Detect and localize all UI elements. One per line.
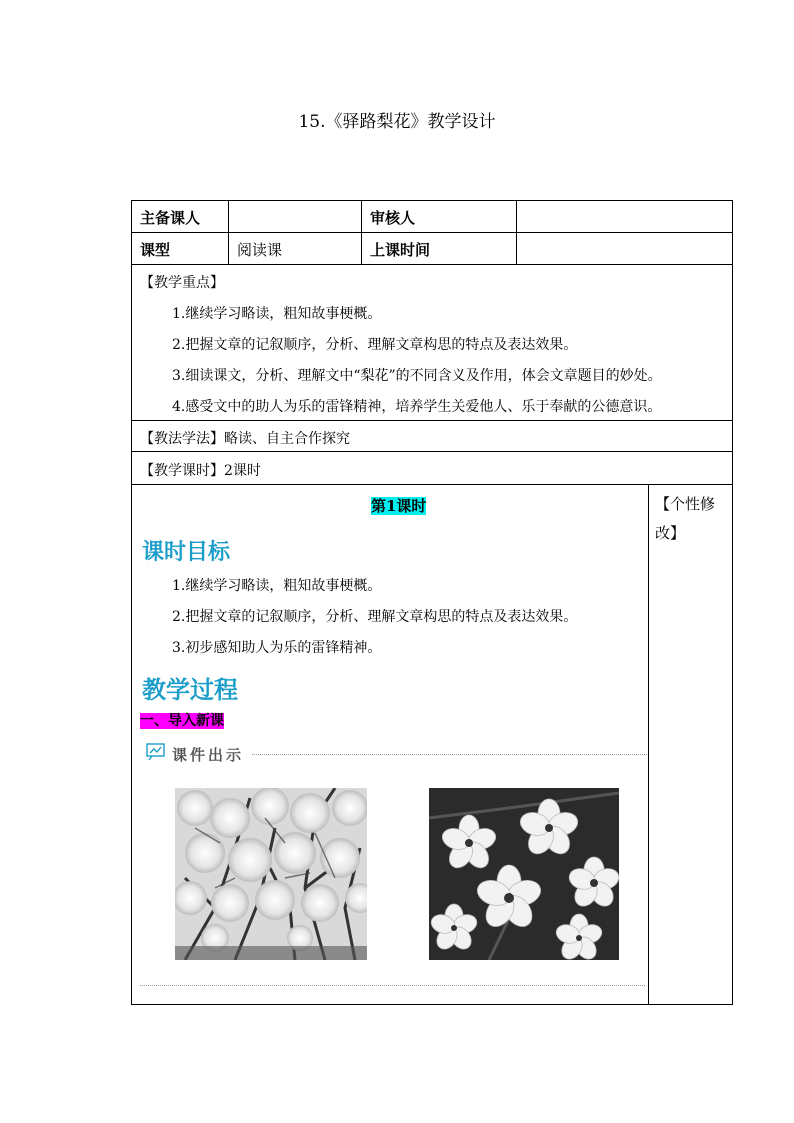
- goal-item: 3.初步感知助人为乐的雷锋精神。: [172, 640, 382, 656]
- pear-flower-closeup-photo: [429, 788, 619, 960]
- reviewer-value-cell: [517, 201, 732, 232]
- personal-revision-cell: [649, 485, 732, 1004]
- teaching-focus-block: [132, 265, 732, 421]
- preparer-value-cell: [229, 201, 362, 232]
- goals-title: 课时目标: [142, 540, 231, 565]
- focus-item: 3.细读课文，分析、理解文中“梨花”的不同含义及作用，体会文章题目的妙处。: [172, 368, 662, 384]
- process-title: 教学过程: [142, 676, 238, 704]
- focus-heading: 【教学重点】: [140, 275, 224, 291]
- presentation-icon: [146, 743, 166, 761]
- revision-note-line: 改】: [655, 524, 686, 542]
- session-title: 第1课时: [371, 497, 427, 515]
- method-label: 【教法学法】: [140, 431, 224, 447]
- lesson-plan-table: [131, 200, 733, 1005]
- class-time-label-cell: 上课时间: [362, 233, 517, 264]
- type-value-cell: 阅读课: [229, 233, 362, 264]
- pear-blossom-tree-photo: [175, 788, 367, 960]
- focus-item: 1.继续学习略读，粗知故事梗概。: [172, 306, 382, 322]
- revision-note-line: 【个性修: [655, 495, 716, 513]
- focus-item: 4.感受文中的助人为乐的雷锋精神，培养学生关爱他人、乐于奉献的公德意识。: [172, 399, 662, 415]
- lesson-content-cell: [132, 485, 649, 1004]
- table-row: [132, 201, 732, 233]
- hours-label: 【教学课时】: [140, 463, 224, 479]
- class-time-value-cell: [517, 233, 732, 264]
- courseware-divider: [252, 754, 647, 755]
- table-row: [132, 233, 732, 265]
- courseware-label: 课件出示: [172, 746, 245, 764]
- step-one-heading: 一、导入新课: [140, 713, 224, 729]
- goal-item: 1.继续学习略读，粗知故事梗概。: [172, 578, 382, 594]
- preparer-label-cell: 主备课人: [132, 201, 229, 232]
- teaching-hours-row: [132, 452, 732, 485]
- hours-value: 2课时: [224, 463, 261, 479]
- method-value: 略读、自主合作探究: [224, 431, 350, 447]
- teaching-method-row: [132, 421, 732, 452]
- document-title: 15.《驿路梨花》教学设计: [298, 112, 496, 132]
- goal-item: 2.把握文章的记叙顺序，分析、理解文章构思的特点及表达效果。: [172, 609, 578, 625]
- bottom-divider: [140, 985, 645, 986]
- reviewer-label-cell: 审核人: [362, 201, 517, 232]
- focus-item: 2.把握文章的记叙顺序，分析、理解文章构思的特点及表达效果。: [172, 337, 578, 353]
- type-label-cell: 课型: [132, 233, 229, 264]
